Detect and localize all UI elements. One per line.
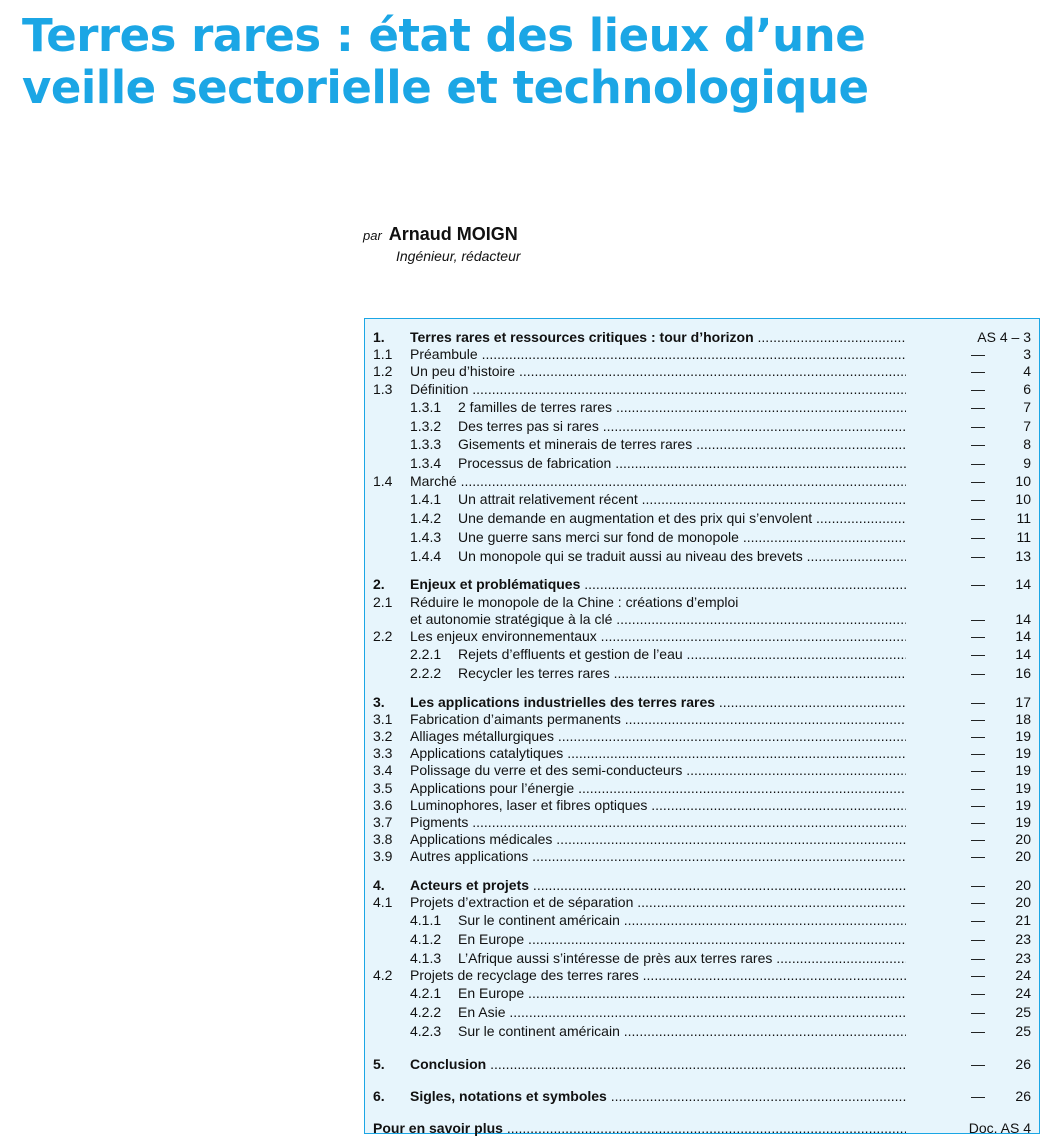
- toc-entry-page: 13: [1015, 547, 1031, 564]
- toc-entry-title: Applications médicales .....: [410, 831, 906, 848]
- toc-entry-title: Les enjeux environnementaux .....: [410, 628, 906, 645]
- toc-entry-dash: —: [971, 398, 985, 415]
- toc-entry-number: 2.1: [373, 593, 393, 610]
- table-of-contents: [364, 318, 1040, 1137]
- toc-entry-dash: —: [971, 547, 985, 564]
- toc-entry-number: 1.4.2: [410, 509, 442, 526]
- toc-entry-number: 4.1.2: [410, 930, 442, 947]
- toc-entry[interactable]: [373, 576, 1031, 593]
- toc-entry-dash: —: [971, 417, 985, 434]
- toc-entry[interactable]: [373, 381, 1031, 398]
- toc-entry-dash: —: [971, 848, 985, 865]
- toc-entry-dash: —: [971, 967, 985, 984]
- toc-entry[interactable]: [373, 848, 1031, 865]
- toc-entry-title: Sigles, notations et symboles .....: [410, 1088, 906, 1105]
- toc-entry-page: 18: [1015, 710, 1031, 727]
- toc-entry[interactable]: [373, 745, 1031, 762]
- toc-entry-number: 2.2.2: [410, 664, 442, 681]
- toc-entry-page: 20: [1015, 876, 1031, 893]
- toc-entry-title: 2 familles de terres rares .....: [458, 398, 906, 417]
- toc-entry-dash: —: [971, 745, 985, 762]
- toc-entry-number: 3.5: [373, 779, 393, 796]
- toc-entry-page: 20: [1015, 831, 1031, 848]
- toc-entry-number: 3.3: [373, 745, 393, 762]
- toc-entry[interactable]: [373, 509, 1031, 528]
- toc-entry-page: 11: [1016, 509, 1031, 526]
- title-line-1: Terres rares : état des lieux d’une: [22, 9, 866, 62]
- article-title: [22, 10, 1032, 114]
- toc-entry-title: Recycler les terres rares .....: [458, 664, 906, 683]
- toc-entry-title: Les applications industrielles des terres rares .....: [410, 694, 906, 711]
- toc-entry-page: 6: [1023, 380, 1031, 397]
- byline: [363, 224, 518, 245]
- toc-entry-title: Un attrait relativement récent .....: [458, 490, 906, 509]
- toc-entry-title: Polissage du verre et des semi-conducteurs .....: [410, 762, 906, 779]
- toc-entry-page: Doc. AS 4: [968, 1120, 1031, 1137]
- toc-entry-page: 10: [1015, 472, 1031, 489]
- toc-entry-number: 2.2: [373, 627, 393, 644]
- toc-entry-dash: —: [971, 346, 985, 363]
- toc-entry-dash: —: [971, 693, 985, 710]
- toc-entry[interactable]: [373, 628, 1031, 645]
- toc-entry-page: 7: [1023, 417, 1031, 434]
- toc-entry-page: 11: [1016, 528, 1031, 545]
- toc-entry-dash: —: [971, 380, 985, 397]
- toc-entry-title: Processus de fabrication .....: [458, 454, 906, 473]
- toc-entry[interactable]: [373, 398, 1031, 417]
- toc-entry-number: 4.1: [373, 893, 393, 910]
- toc-entry[interactable]: [373, 594, 1031, 611]
- toc-entry[interactable]: [373, 1056, 1031, 1073]
- toc-entry-dash: —: [971, 796, 985, 813]
- toc-entry-title: Sur le continent américain .....: [458, 1022, 906, 1041]
- toc-entry-dash: —: [971, 646, 985, 663]
- toc-entry-number: 1.: [373, 329, 385, 345]
- toc-rows: [373, 329, 1031, 1137]
- toc-entry-title: Un peu d’histoire .....: [410, 363, 906, 380]
- toc-entry-number: 3.2: [373, 728, 393, 745]
- toc-entry-dash: —: [971, 664, 985, 681]
- toc-entry-dash: —: [971, 949, 985, 966]
- toc-entry-number: 3.4: [373, 762, 393, 779]
- toc-entry[interactable]: [373, 528, 1031, 547]
- toc-entry-title: Projets de recyclage des terres rares .....: [410, 967, 906, 984]
- toc-entry-number: 1.4: [373, 472, 393, 489]
- toc-entry-number: 1.3: [373, 380, 393, 397]
- toc-entry-number: 4.2.3: [410, 1023, 442, 1040]
- toc-entry[interactable]: [373, 930, 1031, 949]
- toc-entry-dash: —: [971, 762, 985, 779]
- toc-entry[interactable]: [373, 780, 1031, 797]
- toc-entry-title: Définition .....: [410, 381, 906, 398]
- toc-entry-page: 19: [1015, 779, 1031, 796]
- toc-entry-number: 1.3.3: [410, 436, 442, 453]
- toc-entry-title: Acteurs et projets .....: [410, 877, 906, 894]
- toc-entry-title: Sur le continent américain .....: [458, 911, 906, 930]
- author-name: Arnaud MOIGN: [388, 224, 518, 244]
- toc-entry[interactable]: [373, 490, 1031, 509]
- toc-entry-number: 3.1: [373, 710, 393, 727]
- toc-entry-page: 8: [1023, 436, 1031, 453]
- toc-entry-dash: —: [971, 911, 985, 928]
- toc-entry-dash: —: [971, 985, 985, 1002]
- toc-entry-dash: —: [971, 1004, 985, 1021]
- toc-entry-number: 5.: [373, 1055, 385, 1072]
- toc-entry-number: 1.3.1: [410, 398, 442, 415]
- toc-entry-number: 2.2.1: [410, 646, 442, 663]
- toc-entry[interactable]: [373, 363, 1031, 380]
- toc-entry-dash: —: [971, 436, 985, 453]
- toc-entry-title: Rejets d’effluents et gestion de l’eau .....: [458, 645, 906, 664]
- toc-entry[interactable]: [373, 435, 1031, 454]
- toc-entry[interactable]: [373, 611, 1031, 628]
- toc-entry-page: 14: [1015, 646, 1031, 663]
- toc-entry-number: 4.: [373, 876, 385, 893]
- toc-entry-number: 1.4.1: [410, 491, 442, 508]
- toc-entry[interactable]: [373, 797, 1031, 814]
- toc-entry-dash: —: [971, 363, 985, 380]
- toc-entry-page: 19: [1015, 762, 1031, 779]
- toc-entry-page: 23: [1015, 930, 1031, 947]
- toc-entry-page: 23: [1015, 949, 1031, 966]
- toc-entry[interactable]: [373, 1022, 1031, 1041]
- toc-entry-title: En Europe .....: [458, 930, 906, 949]
- toc-entry-dash: —: [971, 779, 985, 796]
- toc-entry-number: 1.4.4: [410, 547, 442, 564]
- toc-entry-page: 26: [1015, 1055, 1031, 1072]
- toc-entry-dash: —: [971, 491, 985, 508]
- toc-entry-page: 25: [1015, 1004, 1031, 1021]
- toc-entry[interactable]: [373, 694, 1031, 711]
- toc-entry-title: Applications catalytiques .....: [410, 745, 906, 762]
- toc-entry-title: Une demande en augmentation et des prix qui s’envolent .....: [458, 509, 906, 528]
- toc-entry-title: Autres applications .....: [410, 848, 906, 865]
- toc-entry-dash: —: [971, 710, 985, 727]
- toc-entry-dash: —: [971, 472, 985, 489]
- toc-entry-title: Applications pour l’énergie .....: [410, 780, 906, 797]
- toc-entry-page: 25: [1015, 1023, 1031, 1040]
- toc-entry[interactable]: [373, 967, 1031, 984]
- toc-entry-dash: —: [971, 610, 985, 627]
- toc-entry-title: Terres rares et ressources critiques : tour d’horizon .....: [410, 329, 906, 346]
- toc-entry-page: 24: [1015, 985, 1031, 1002]
- toc-entry-title: Un monopole qui se traduit aussi au niveau des brevets .....: [458, 547, 906, 566]
- toc-entry[interactable]: [373, 831, 1031, 848]
- toc-entry-page: 9: [1023, 455, 1031, 472]
- toc-entry-dash: —: [971, 455, 985, 472]
- title-line-2: veille sectorielle et technologique: [22, 61, 869, 114]
- byline-prefix: par: [363, 228, 382, 243]
- toc-entry[interactable]: [373, 329, 1031, 346]
- toc-entry[interactable]: [373, 1120, 1031, 1137]
- toc-entry-dash: —: [971, 576, 985, 593]
- toc-entry-page: 14: [1015, 576, 1031, 593]
- toc-entry-number: 1.2: [373, 363, 393, 380]
- toc-entry-page: 19: [1015, 796, 1031, 813]
- toc-entry-number: 3.9: [373, 848, 393, 865]
- toc-entry[interactable]: [373, 473, 1031, 490]
- toc-entry-dash: —: [971, 509, 985, 526]
- toc-entry-page: 4: [1023, 363, 1031, 380]
- toc-entry-title: Enjeux et problématiques .....: [410, 576, 906, 593]
- toc-entry-dash: —: [971, 528, 985, 545]
- toc-entry[interactable]: [373, 711, 1031, 728]
- toc-entry[interactable]: [373, 454, 1031, 473]
- toc-entry-number: 1.3.4: [410, 455, 442, 472]
- toc-entry-number: 1.1: [373, 346, 393, 363]
- author-role: Ingénieur, rédacteur: [396, 248, 521, 264]
- toc-entry-title: Réduire le monopole de la Chine : créations d’emploi: [410, 593, 739, 610]
- toc-entry-page: 3: [1023, 346, 1031, 363]
- toc-entry-dash: —: [971, 813, 985, 830]
- toc-entry[interactable]: [373, 645, 1031, 664]
- toc-entry[interactable]: [373, 417, 1031, 436]
- toc-entry[interactable]: [373, 814, 1031, 831]
- toc-entry-dash: —: [971, 1023, 985, 1040]
- toc-entry-title: Alliages métallurgiques .....: [410, 728, 906, 745]
- toc-entry-number: 4.2: [373, 967, 393, 984]
- toc-entry[interactable]: [373, 984, 1031, 1003]
- toc-entry-title: Conclusion .....: [410, 1056, 906, 1073]
- toc-entry[interactable]: [373, 728, 1031, 745]
- toc-entry-title: et autonomie stratégique à la clé .....: [410, 611, 906, 628]
- toc-entry-page: 19: [1015, 745, 1031, 762]
- toc-entry-number: 3.: [373, 693, 385, 710]
- toc-entry-number: 4.1.1: [410, 911, 442, 928]
- toc-entry-title: Luminophores, laser et fibres optiques .....: [410, 797, 906, 814]
- toc-entry-page: 19: [1015, 813, 1031, 830]
- toc-entry-dash: —: [971, 1088, 985, 1105]
- toc-entry-title: En Asie .....: [458, 1003, 906, 1022]
- toc-entry-title: L’Afrique aussi s’intéresse de près aux terres rares .....: [458, 949, 906, 968]
- toc-entry-title: Pigments .....: [410, 814, 906, 831]
- toc-entry-page: 14: [1015, 627, 1031, 644]
- toc-entry[interactable]: [373, 949, 1031, 968]
- toc-entry[interactable]: [373, 346, 1031, 363]
- toc-entry-page: 20: [1015, 893, 1031, 910]
- toc-entry-title: En Europe .....: [458, 984, 906, 1003]
- toc-entry-title: Des terres pas si rares .....: [458, 417, 906, 436]
- toc-entry[interactable]: [373, 894, 1031, 911]
- toc-entry-dash: —: [971, 627, 985, 644]
- toc-entry-number: 2.: [373, 576, 385, 593]
- toc-entry-number: 3.8: [373, 831, 393, 848]
- toc-entry-title: Gisements et minerais de terres rares .....: [458, 435, 906, 454]
- toc-entry-page: 14: [1015, 610, 1031, 627]
- toc-entry-title: Marché .....: [410, 473, 906, 490]
- toc-entry-page: 10: [1015, 491, 1031, 508]
- toc-entry[interactable]: [373, 664, 1031, 683]
- toc-entry-number: 6.: [373, 1088, 385, 1105]
- toc-entry[interactable]: [373, 1003, 1031, 1022]
- toc-entry-number: 3.6: [373, 796, 393, 813]
- toc-entry-page: 24: [1015, 967, 1031, 984]
- toc-entry-page: AS 4 – 3: [977, 329, 1031, 345]
- toc-entry-page: 21: [1015, 911, 1031, 928]
- toc-entry-number: 3.7: [373, 813, 393, 830]
- toc-entry[interactable]: [373, 911, 1031, 930]
- toc-entry-page: 17: [1015, 693, 1031, 710]
- toc-entry-title: Préambule .....: [410, 346, 906, 363]
- toc-entry[interactable]: [373, 547, 1031, 566]
- toc-entry-dash: —: [971, 728, 985, 745]
- toc-entry-dash: —: [971, 930, 985, 947]
- toc-entry-number: 1.3.2: [410, 417, 442, 434]
- toc-entry-title: Pour en savoir plus .....: [373, 1120, 906, 1137]
- toc-entry-number: 4.1.3: [410, 949, 442, 966]
- toc-entry[interactable]: [373, 1088, 1031, 1105]
- toc-entry-page: 26: [1015, 1088, 1031, 1105]
- toc-entry-page: 16: [1015, 664, 1031, 681]
- toc-entry-title: Une guerre sans merci sur fond de monopole .....: [458, 528, 906, 547]
- toc-entry-number: 4.2.2: [410, 1004, 442, 1021]
- toc-entry-dash: —: [971, 831, 985, 848]
- toc-entry-dash: —: [971, 1055, 985, 1072]
- toc-entry-title: Projets d’extraction et de séparation .....: [410, 894, 906, 911]
- toc-entry-page: 20: [1015, 848, 1031, 865]
- toc-entry-number: 4.2.1: [410, 985, 442, 1002]
- toc-entry-dash: —: [971, 893, 985, 910]
- toc-entry[interactable]: [373, 762, 1031, 779]
- toc-entry-dash: —: [971, 876, 985, 893]
- toc-entry[interactable]: [373, 877, 1031, 894]
- toc-entry-title: Fabrication d’aimants permanents .....: [410, 711, 906, 728]
- toc-entry-page: 7: [1023, 398, 1031, 415]
- toc-entry-page: 19: [1015, 728, 1031, 745]
- toc-entry-number: 1.4.3: [410, 528, 442, 545]
